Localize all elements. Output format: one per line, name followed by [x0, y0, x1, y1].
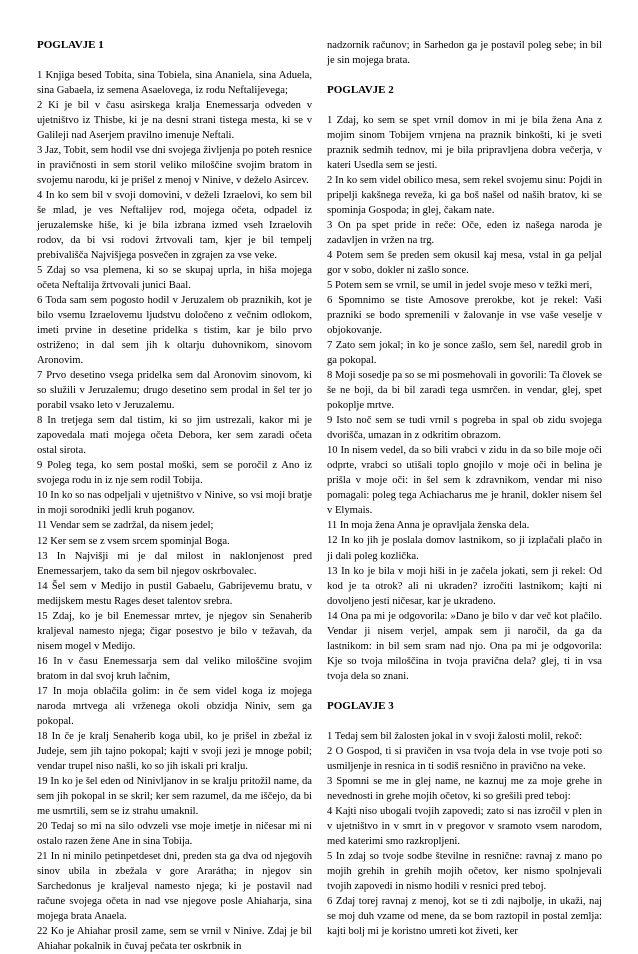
verse: 4 Kajti niso ubogali tvojih zapovedi; zato si nas izročil v plen in v ujetništvo in v smrt in v pregovor v sramoto vsem narodom, med katerimi smo razkropljeni. — [327, 805, 602, 847]
verse: 3 Jaz, Tobit, sem hodil vse dni svojega življenja po poteh resnice in pravičnosti in sem storil veliko miloščine svojim bratom in svojemu narodu, ki je prišel z menoj v Ninive, v deželo Asircev. — [37, 145, 312, 187]
verse: 6 Zdaj torej ravnaj z menoj, kot se ti zdi najbolje, in ukaži, naj se moj duh vzame od mene, da se bom raztopil in postal zemlja: kajti bolj mi je koristno umreti kot živeti, ker — [327, 895, 602, 937]
right-column — [327, 38, 602, 939]
verse: 22 Ko je Ahiahar prosil zame, sem se vrnil v Ninive. Zdaj je bil Ahiahar pokalnik in čuvaj pečata ter oskrbnik in — [37, 925, 312, 952]
verse: 12 In ko jih je poslala domov lastnikom, so ji izplačali plačo in ji dali poleg kozlička. — [327, 535, 602, 562]
verse: 5 Potem sem se vrnil, se umil in jedel svoje meso v težki meri, — [327, 280, 593, 292]
chapter-3-verses — [327, 729, 602, 939]
verse: 19 In ko je šel eden od Ninivljanov in se kralju pritožil name, da sem jih pokopal in se skril; ker sem razumel, da me iščejo, da bi me usmrtili, sem se iz strahu umaknil. — [37, 775, 312, 817]
verse: 2 Ki je bil v času asirskega kralja Enemessarja odveden v ujetništvo iz Thisbe, ki je na desni strani tistega mesta, ki se v Galileji nad Aserjem pravilno imenuje Neftali. — [37, 100, 312, 142]
verse: 21 In ni minilo petinpetdeset dni, preden sta ga dva od njegovih sinov ubila in zbežala v gore Ararátha; in njegov sin Sarchedonus je kraljeval namesto njega; ki je postavil nad račune svojega očeta in nad vse njegove posle Ahiaharja, sina mojega brata Anaela. — [37, 850, 312, 922]
chapter-2-heading: POGLAVJE 2 — [327, 84, 394, 97]
verse: 14 Šel sem v Medijo in pustil Gabaelu, Gabrijevemu bratu, v medijskem mestu Rages deset talentov srebra. — [37, 580, 312, 607]
verse: 13 In Najvišji mi je dal milost in naklonjenost pred Enemessarjem, tako da sem bil njegov oskrbovalec. — [37, 550, 312, 577]
verse: 4 Potem sem še preden sem okusil kaj mesa, vstal in ga peljal gor v sobo, dokler ni zašlo sonce. — [327, 250, 602, 277]
verse: 4 In ko sem bil v svoji domovini, v deželi Izraelovi, ko sem bil še mlad, je ves Neftalijev rod, mojega očeta, odpadel iz jeruzalemske hiše, ki je bila izbrana izmed vseh Izraelovih rodov, da bi vsi rodovi žrtvovali tam, kjer je bil tempelj prebivališča Najvišjega posvečen in zgrajen za vse veke. — [37, 190, 312, 262]
verse: 15 Zdaj, ko je bil Enemessar mrtev, je njegov sin Senaherib kraljeval namesto njega; čigar posestvo je bilo v težavah, da nisem mogel v Medijo. — [37, 610, 312, 652]
verse: 1 Knjiga besed Tobita, sina Tobiela, sina Ananiela, sina Aduela, sina Gabaela, iz semena Asaelovega, iz rodu Neftalijevega; — [37, 70, 312, 97]
chapter-1-continuation: nadzornik računov; in Sarhedon ga je postavil poleg sebe; in bil je sin mojega brata. — [327, 40, 602, 67]
verse: 1 Tedaj sem bil žalosten jokal in v svoji žalosti molil, rekoč: — [327, 730, 583, 742]
verse: 3 Spomni se me in glej name, ne kaznuj me za moje grehe in nevednosti in grehe mojih očetov, ki so grešili pred teboj: — [327, 775, 602, 802]
verse: 8 Moji sosedje pa so se mi posmehovali in govorili: Ta človek se še ne boji, da bi bil zaradi tega usmrčen. in vendar, glej, spet pokoplje mrtve. — [327, 370, 602, 412]
verse: 10 In ko so nas odpeljali v ujetništvo v Ninive, so vsi moji bratje in moji sorodniki jedli kruh poganov. — [37, 490, 312, 517]
verse: 2 O Gospod, ti si pravičen in vsa tvoja dela in vse tvoje poti so usmiljenje in resnica in ti sodiš resnično in pravično na veke. — [327, 745, 602, 772]
verse: 14 Ona pa mi je odgovorila: »Dano je bilo v dar več kot plačilo. Vendar ji nisem verjel, ampak sem ji naročil, da ga da lastnikom: in bil sem sram nad njo. Ona pa mi je odgovorila: Kje so tvoja miloščina in tvoja pravična dela? glej, ti in vsa tvoja dela so znani. — [327, 610, 602, 682]
chapter-3-heading: POGLAVJE 3 — [327, 699, 394, 712]
verse: 17 In moja oblačila golim: in če sem videl koga iz mojega naroda mrtvega ali vrženega okoli obzidja Niniv, sem ga pokopal. — [37, 685, 312, 727]
verse: 2 In ko sem videl obilico mesa, sem rekel svojemu sinu: Pojdi in pripelji kakšnega reveža, ki ga boš našel od naših bratov, ki se spominja Gospoda; in glej, čakam nate. — [327, 175, 602, 217]
chapter-1-heading: POGLAVJE 1 — [37, 39, 104, 51]
verse: 13 In ko je bila v moji hiši in je začela jokati, sem ji rekel: Od kod je ta otrok? ali ni ukraden? izročiti lastnikom; kajti ni dovoljeno jesti ničesar, kar je ukradeno. — [327, 565, 602, 607]
verse: 16 In v času Enemessarja sem dal veliko miloščine svojim bratom in dal svoj kruh lačnim, — [37, 655, 312, 682]
verse: 3 On pa spet pride in reče: Oče, eden iz našega naroda je zadavljen in vržen na trg. — [327, 220, 602, 247]
left-column — [37, 38, 312, 954]
verse: 20 Tedaj so mi na silo odvzeli vse moje imetje in ničesar mi ni ostalo razen žene Ane in sina Tobija. — [37, 820, 312, 847]
chapter-2-verses — [327, 113, 602, 684]
verse: 8 In tretjega sem dal tistim, ki so jim ustrezali, kakor mi je zapovedala mati mojega očeta Debora, ker sem zaradi očeta ostal sirota. — [37, 415, 312, 457]
verse: 11 In moja žena Anna je opravljala ženska dela. — [327, 520, 530, 532]
verse: 9 Poleg tega, ko sem postal moški, sem se poročil z Ano iz svojega rodu in iz nje sem rodil Tobija. — [37, 460, 312, 487]
verse: 7 Zato sem jokal; in ko je sonce zašlo, sem šel, naredil grob in ga pokopal. — [327, 340, 602, 367]
verse: 5 Zdaj so vsa plemena, ki so se skupaj uprla, in hiša mojega očeta Neftalija žrtvovali junici Baal. — [37, 265, 312, 292]
verse: 18 In če je kralj Senaherib koga ubil, ko je prišel in zbežal iz Judeje, sem jih tajno pokopal; kajti v svoji jezi je mnoge pobil; vendar trupel niso našli, ko so jih iskali pri kralju. — [37, 730, 312, 772]
chapter-1-verses — [37, 68, 312, 954]
verse: 7 Prvo desetino vsega pridelka sem dal Aronovim sinovom, ki so služili v Jeruzalemu; drugo desetino sem prodal in šel ter jo porabil vsako leto v Jeruzalemu. — [37, 370, 312, 412]
verse: 12 Ker sem se z vsem srcem spominjal Boga. — [37, 535, 230, 547]
verse: 5 In zdaj so tvoje sodbe številne in resnične: ravnaj z mano po mojih grehih in grehih mojih očetov, ker nismo spolnjevali tvojih zapovedi in nismo hodili v resnici pred teboj. — [327, 850, 602, 892]
verse: 11 Vendar sem se zadržal, da nisem jedel; — [37, 520, 214, 532]
verse: 6 Toda sam sem pogosto hodil v Jeruzalem ob praznikih, kot je bilo vsemu Izraelovemu ljudstvu določeno z večnim odlokom, imeti prvine in desetine pridelka s tistim, kar je bilo prvo ostriženo; in dal sem jih k oltarju duhovnikom, sinovom Aronovim. — [37, 295, 312, 367]
verse: 1 Zdaj, ko sem se spet vrnil domov in mi je bila žena Ana z mojim sinom Tobijem vrnjena na praznik binkošti, ki je sveti praznik sedmih tednov, mi je bila pripravljena dobra večerja, v kateri Usedla sem se jesti. — [327, 115, 602, 172]
verse: 6 Spomnimo se tiste Amosove prerokbe, kot je rekel: Vaši prazniki se bodo spremenili v žalovanje in vse vaše veselje v objokovanje. — [327, 295, 602, 337]
verse: 10 In nisem vedel, da so bili vrabci v zidu in da so bile moje oči odprte, vrabci so utišali toplo gnojilo v moje oči in belina je prišla v moje oči: in šel sem k zdravnikom, vendar mi niso pomagali: poleg tega Achiacharus me je hranil, dokler nisem šel v Elymais. — [327, 445, 602, 517]
verse: 9 Isto noč sem se tudi vrnil s pogreba in spal ob zidu svojega dvorišča, umazan in z odkritim obrazom. — [327, 415, 602, 442]
